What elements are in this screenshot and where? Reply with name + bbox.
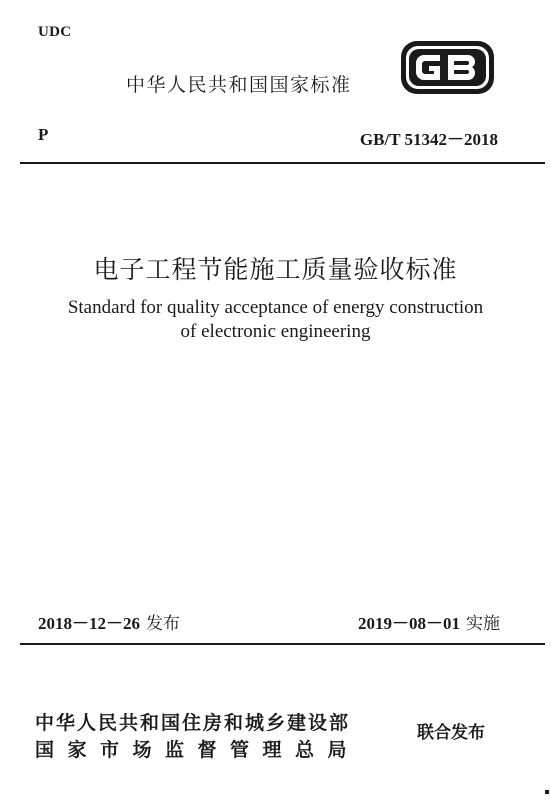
bottom-divider (20, 643, 545, 645)
issuer-line2: 国家市场监督管理总局 (35, 739, 361, 761)
standard-number: GB/T 51342－2018 (359, 130, 498, 149)
national-standard-label: 中华人民共和国国家标准 (126, 74, 352, 96)
gb-logo (400, 40, 495, 95)
issue-label: 发布 (146, 614, 180, 634)
implementation-date-block (358, 609, 500, 634)
udc-label: UDC (38, 24, 72, 40)
issue-date-block (38, 609, 180, 634)
category-code: P (38, 125, 49, 144)
implementation-date: 2019－08－01 (358, 614, 460, 633)
title-chinese: 电子工程节能施工质量验收标准 (93, 255, 458, 284)
issue-date: 2018－12－26 (38, 614, 140, 633)
issuer-line1: 中华人民共和国住房和城乡建设部 (35, 712, 351, 734)
corner-mark (545, 790, 549, 794)
title-english-line1: Standard for quality acceptance of energy construction (67, 297, 484, 318)
top-divider (20, 162, 545, 164)
implementation-label: 实施 (466, 614, 500, 634)
title-english-line2: of electronic engineering (180, 321, 371, 342)
joint-issue-label: 联合发布 (417, 723, 485, 743)
